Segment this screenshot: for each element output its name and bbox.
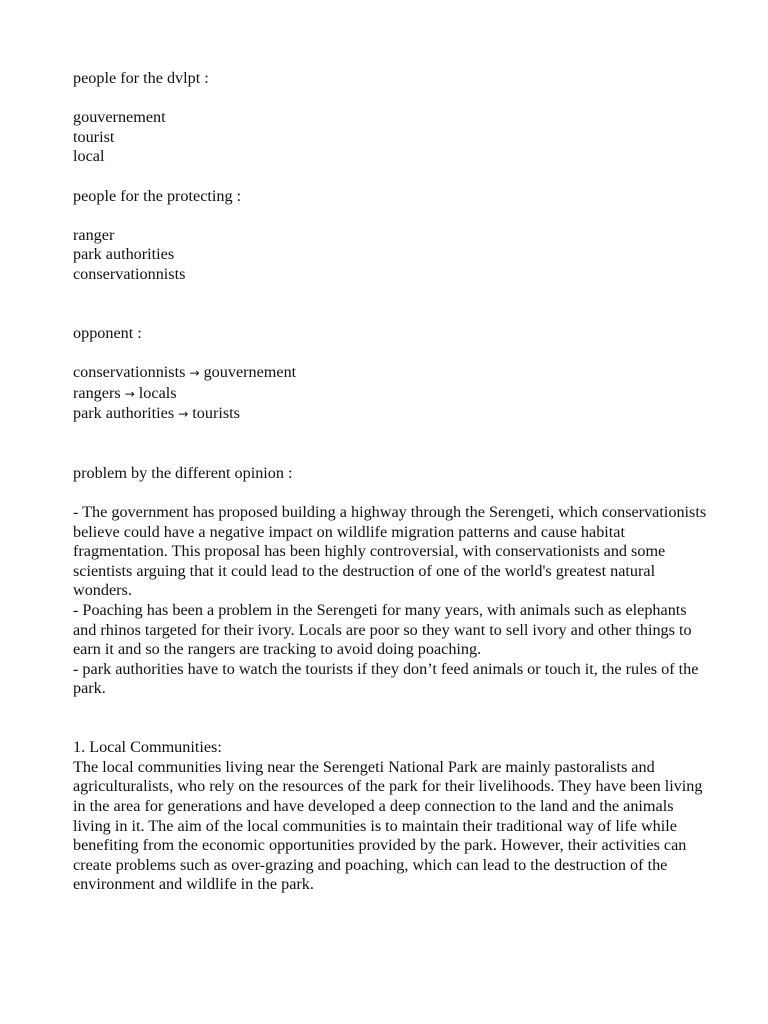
opponent-pair: [73, 384, 713, 405]
opponent-left: rangers: [73, 383, 121, 402]
problem-heading: problem by the different opinion :: [73, 463, 293, 482]
problem-paragraph: - park authorities have to watch the tourists if they don’t feed animals or touch it, the rules of the park.: [73, 659, 699, 698]
opponent-right: gouvernement: [203, 362, 297, 381]
spacer: [73, 167, 713, 187]
opponent-left: park authorities: [73, 404, 175, 423]
protecting-item: conservationnists: [73, 264, 186, 283]
spacer: [73, 425, 713, 464]
opponent-left: conservationnists: [73, 362, 186, 381]
development-item: local: [73, 147, 105, 166]
spacer: [73, 483, 713, 503]
development-heading: people for the dvlpt :: [73, 69, 209, 87]
spacer: [73, 206, 713, 226]
development-item: tourist: [73, 127, 115, 146]
document-page: [73, 69, 713, 895]
protecting-item: park authorities: [73, 245, 175, 264]
right-arrow-icon: →: [189, 365, 200, 380]
spacer: [73, 89, 713, 109]
spacer: [73, 699, 713, 738]
opponent-pair: [73, 363, 713, 384]
protecting-item: ranger: [73, 225, 115, 244]
development-item: gouvernement: [73, 108, 166, 127]
spacer: [73, 343, 713, 363]
right-arrow-icon: →: [124, 386, 135, 401]
spacer: [73, 285, 713, 324]
opponent-heading: opponent :: [73, 323, 142, 342]
protecting-heading: people for the protecting :: [73, 186, 242, 205]
right-arrow-icon: →: [178, 407, 189, 422]
local-communities-body: The local communities living near the Serengeti National Park are mainly pastoralists and agriculturalists, who rely on the resources of the park for their livelihoods. They have been living in the area for generations and have developed a deep connection to the land and the animals living in it. The aim of the local communities is to maintain their traditional way of life while benefiting from the economic opportunities provided by the park. However, their activities can create problems such as over-grazing and poaching, which can lead to the destruction of the environment and wildlife in the park.: [73, 757, 703, 894]
opponent-pair: [73, 404, 713, 425]
problem-paragraph: - Poaching has been a problem in the Serengeti for many years, with animals such as elephants and rhinos targeted for their ivory. Locals are poor so they want to sell ivory and other things to earn it and so the rangers are tracking to avoid doing poaching.: [73, 601, 692, 659]
problem-paragraph: - The government has proposed building a highway through the Serengeti, which conservationists believe could have a negative impact on wildlife migration patterns and cause habitat fragmentation. This proposal has been highly controversial, with conservationists and some scientists arguing that it could lead to the destruction of one of the world's greatest natural wonders.: [73, 503, 707, 600]
local-communities-heading: 1. Local Communities:: [73, 738, 222, 757]
opponent-right: locals: [138, 383, 177, 402]
opponent-right: tourists: [192, 404, 240, 423]
